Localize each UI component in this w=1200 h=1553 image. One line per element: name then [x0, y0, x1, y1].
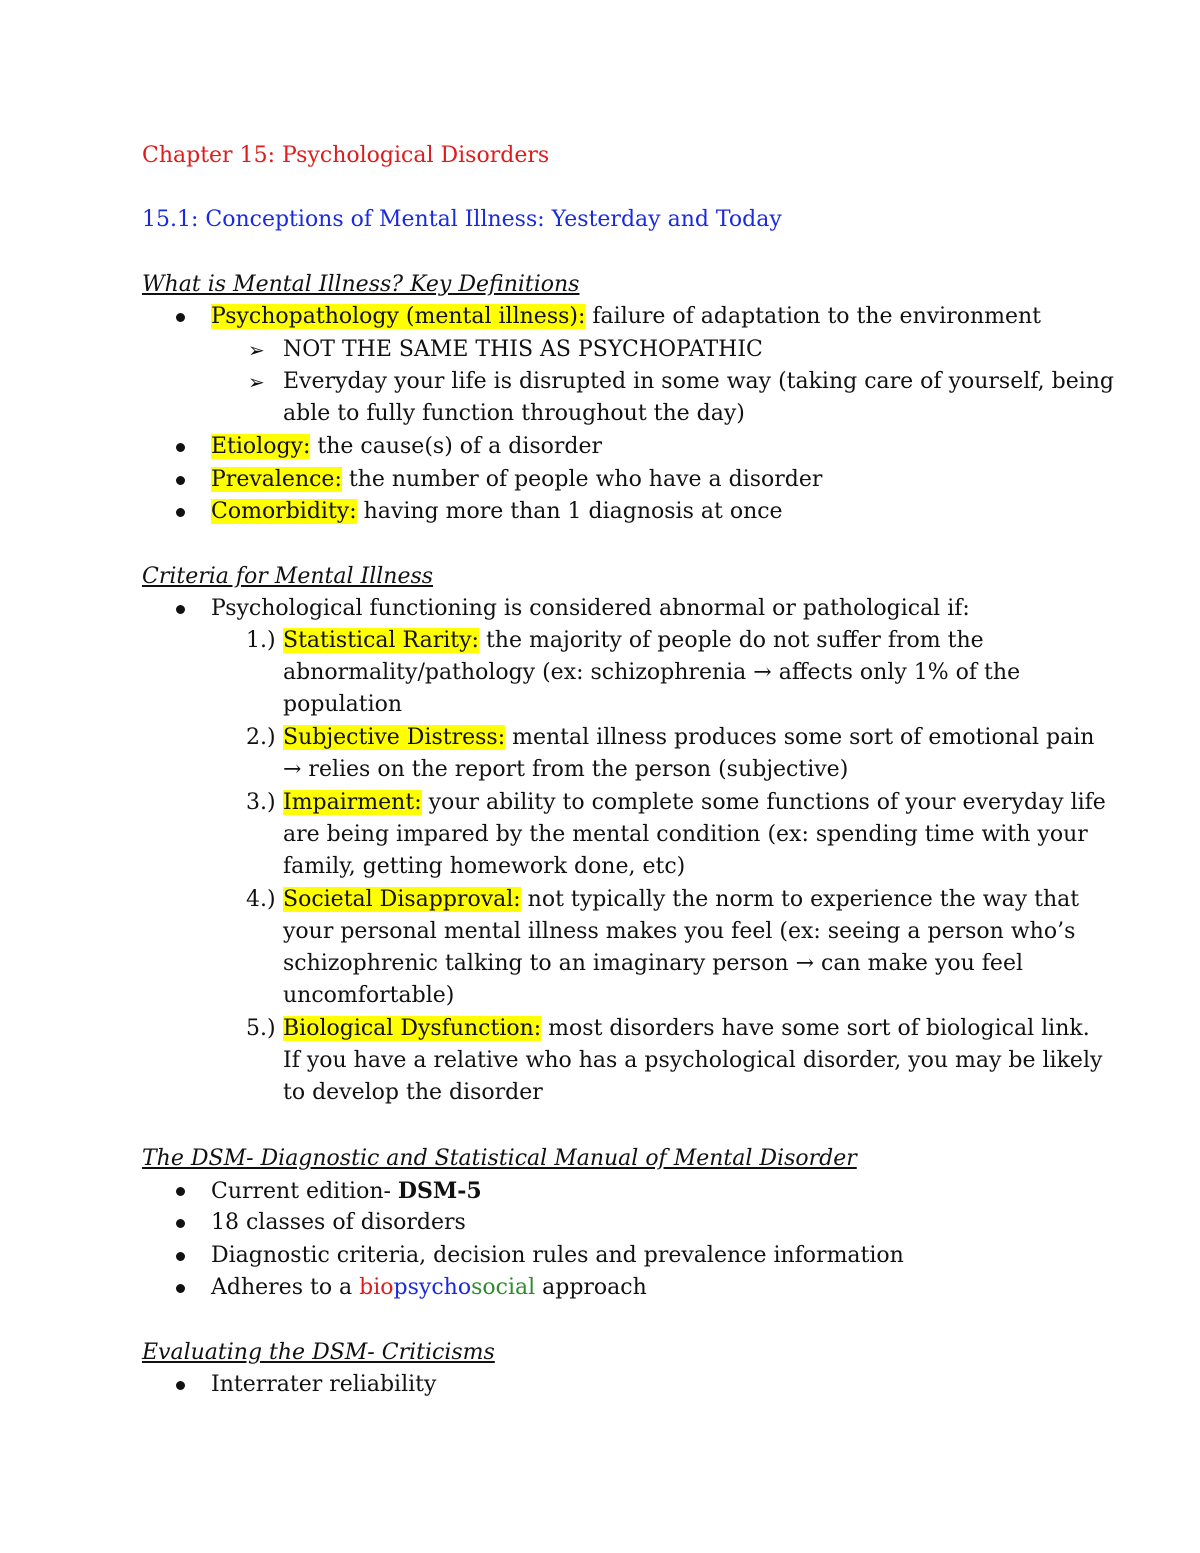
criteria-continuation: to develop the disorder [283, 1080, 543, 1105]
list-number: 3.) [246, 790, 276, 815]
dsm-approach [211, 1272, 647, 1304]
dsm-heading: The DSM- Diagnostic and Statistical Manual of Mental Disorder [142, 1146, 857, 1171]
criteria-continuation: are being impared by the mental condition (ex: spending time with your [283, 822, 1088, 847]
criteria-continuation: abnormality/pathology (ex: schizophrenia → affects only 1% of the [283, 660, 1021, 685]
approach-prefix: Adheres to a [211, 1275, 360, 1300]
criteria-text: most disorders have some sort of biological link. [541, 1016, 1090, 1041]
criteria-continuation: If you have a relative who has a psychological disorder, you may be likely [283, 1048, 1103, 1073]
bullet-icon [176, 313, 185, 322]
bullet-icon [176, 1381, 185, 1390]
criteria-continuation: population [283, 692, 403, 717]
criteria-item-2 [283, 722, 1094, 754]
list-number: 1.) [246, 628, 276, 653]
bullet-icon [176, 476, 185, 485]
criteria-continuation: your personal mental illness makes you feel (ex: seeing a person who’s [283, 919, 1076, 944]
criteria-continuation: uncomfortable) [283, 983, 455, 1008]
criteria-item-3 [283, 787, 1106, 819]
term-subjective-distress: Subjective Distress: [283, 725, 506, 750]
criteria-text: the majority of people do not suffer from the [478, 628, 984, 653]
criteria-continuation: schizophrenic talking to an imaginary person → can make you feel [283, 951, 1023, 976]
dsm-classes: 18 classes of disorders [211, 1210, 466, 1235]
criteria-text: not typically the norm to experience the way that [520, 887, 1080, 912]
bullet-icon [176, 1187, 185, 1196]
evaluating-heading: Evaluating the DSM- Criticisms [142, 1340, 495, 1365]
term-psychopathology: Psychopathology (mental illness): [211, 304, 586, 329]
list-number: 4.) [246, 887, 276, 912]
section-subtitle: 15.1: Conceptions of Mental Illness: Yesterday and Today [142, 207, 782, 232]
sub-point: Everyday your life is disrupted in some way (taking care of yourself, being [283, 369, 1115, 394]
definition-etiology [211, 431, 602, 463]
bullet-icon [176, 1219, 185, 1228]
definition-comorbidity [211, 496, 783, 528]
definition-text: the cause(s) of a disorder [310, 434, 603, 459]
criteria-item-5 [283, 1013, 1090, 1045]
bullet-icon [176, 508, 185, 517]
criteria-text: your ability to complete some functions of your everyday life [421, 790, 1106, 815]
term-prevalence: Prevalence: [211, 467, 342, 492]
dsm-edition-value: DSM-5 [397, 1178, 482, 1204]
bullet-icon [176, 443, 185, 452]
term-biological-dysfunction: Biological Dysfunction: [283, 1016, 542, 1041]
dsm-edition [211, 1175, 482, 1208]
approach-suffix: approach [535, 1275, 647, 1300]
criteria-item-1 [283, 625, 984, 657]
bullet-icon [176, 1284, 185, 1293]
term-comorbidity: Comorbidity: [211, 499, 357, 524]
evaluating-item: Interrater reliability [211, 1372, 437, 1397]
term-statistical-rarity: Statistical Rarity: [283, 628, 479, 653]
sub-point: NOT THE SAME THIS AS PSYCHOPATHIC [283, 337, 763, 362]
dsm-edition-label: Current edition- [211, 1179, 398, 1204]
definition-text: having more than 1 diagnosis at once [356, 499, 783, 524]
criteria-text: mental illness produces some sort of emotional pain [505, 725, 1095, 750]
list-number: 2.) [246, 725, 276, 750]
criteria-continuation: family, getting homework done, etc) [283, 854, 686, 879]
term-impairment: Impairment: [283, 790, 422, 815]
definition-text: the number of people who have a disorder [341, 467, 823, 492]
definition-psychopathology [211, 301, 1041, 333]
criteria-heading: Criteria for Mental Illness [142, 564, 434, 589]
arrow-bullet-icon: ➢ [248, 338, 265, 362]
term-etiology: Etiology: [211, 434, 311, 459]
approach-bio: bio [359, 1275, 394, 1300]
list-number: 5.) [246, 1016, 276, 1041]
dsm-criteria: Diagnostic criteria, decision rules and prevalence information [211, 1243, 904, 1268]
criteria-continuation: → relies on the report from the person (subjective) [283, 757, 849, 782]
chapter-title: Chapter 15: Psychological Disorders [142, 143, 550, 168]
criteria-intro: Psychological functioning is considered abnormal or pathological if: [211, 596, 970, 621]
definition-prevalence [211, 464, 822, 496]
approach-social: social [471, 1275, 536, 1300]
bullet-icon [176, 605, 185, 614]
definition-text: failure of adaptation to the environment [585, 304, 1042, 329]
bullet-icon [176, 1252, 185, 1261]
arrow-bullet-icon: ➢ [248, 370, 265, 394]
definitions-heading: What is Mental Illness? Key Definitions [142, 272, 580, 297]
approach-psycho: psycho [393, 1275, 472, 1300]
term-societal-disapproval: Societal Disapproval: [283, 887, 521, 912]
sub-point-continuation: able to fully function throughout the day) [283, 401, 745, 426]
criteria-item-4 [283, 884, 1079, 916]
